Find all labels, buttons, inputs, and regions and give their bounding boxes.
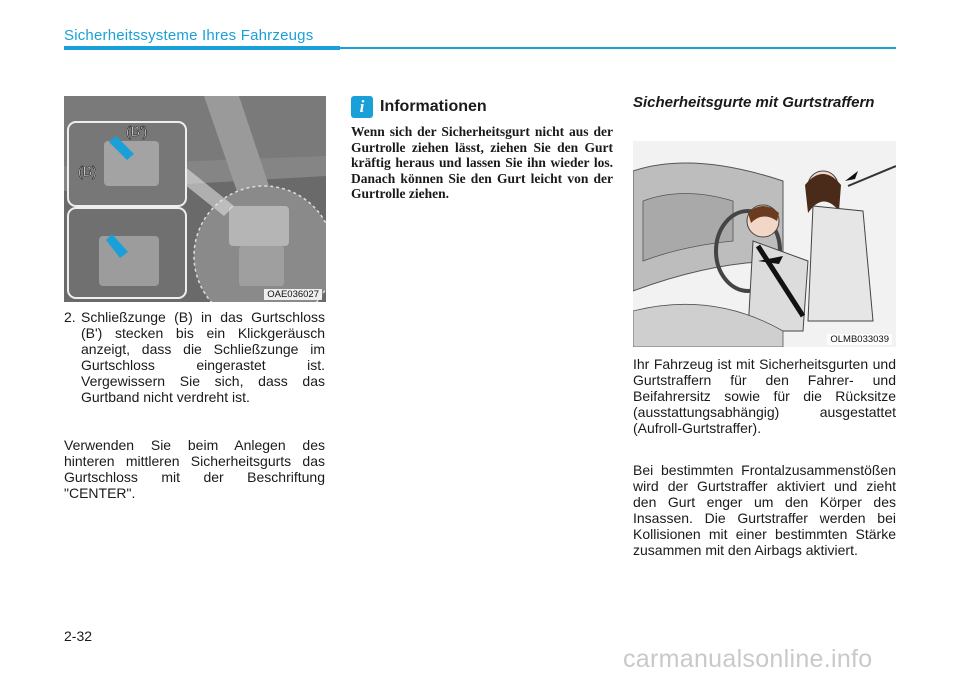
label-b: (B) [78, 163, 97, 179]
label-b-prime: (B') [126, 123, 148, 139]
info-body: Wenn sich der Sicherheitsgurt nicht aus der Gurtrolle ziehen lässt, ziehen Sie den Gurt kräftig heraus und lassen Sie ihn wieder los. Danach können Sie den Gurt leicht von der Gurtrolle ziehen. [351, 124, 613, 202]
section-title: Sicherheitsgurte mit Gurtstraffern [633, 94, 875, 111]
step-number: 2. [64, 309, 76, 325]
center-buckle-paragraph: Verwenden Sie beim Anlegen des hinteren mittleren Sicherheitsgurts das Gurtschloss mit der Beschriftung "CENTER". [64, 437, 325, 501]
info-title: Informationen [380, 98, 487, 115]
step-item [64, 309, 325, 405]
car-interior-illustration [633, 141, 896, 347]
seatbelt-buckle-illustration [64, 96, 326, 302]
info-icon: i [351, 96, 373, 118]
pretensioner-paragraph-1: Ihr Fahrzeug ist mit Sicherheitsgurten und Gurtstraffern für den Fahrer- und Beifahrersitz sowie für die Rücksitze (ausstattungsabhängig) ausgestattet (Aufroll-Gurtstraffer). [633, 356, 896, 436]
seatbelt-buckle-photo [64, 96, 326, 302]
watermark: carmanualsonline.info [623, 645, 873, 673]
header-rule-accent [64, 46, 340, 50]
header-rule [340, 47, 896, 49]
figure-code: OAE036027 [264, 289, 322, 300]
step-text: Schließzunge (B) in das Gurtschloss (B') stecken bis ein Klickgeräusch anzeigt, dass die Schließzunge im Gurtschloss eingerastet ist. Vergewissern Sie sich, dass das Gurtband nicht verdreht ist. [81, 309, 325, 405]
section-header: Sicherheitssysteme Ihres Fahrzeugs [64, 27, 314, 44]
pretensioner-illustration [633, 141, 896, 347]
page-number: 2-32 [64, 628, 93, 644]
pretensioner-paragraph-2: Bei bestimmten Frontalzusammenstößen wird der Gurtstraffer aktiviert und zieht den Gurt enger um den Körper des Insassen. Die Gurtstraffer werden bei Kollisionen mit einer bestimmten Stärke zusammen mit den Airbags aktiviert. [633, 462, 896, 558]
figure-code: OLMB033039 [827, 334, 892, 345]
